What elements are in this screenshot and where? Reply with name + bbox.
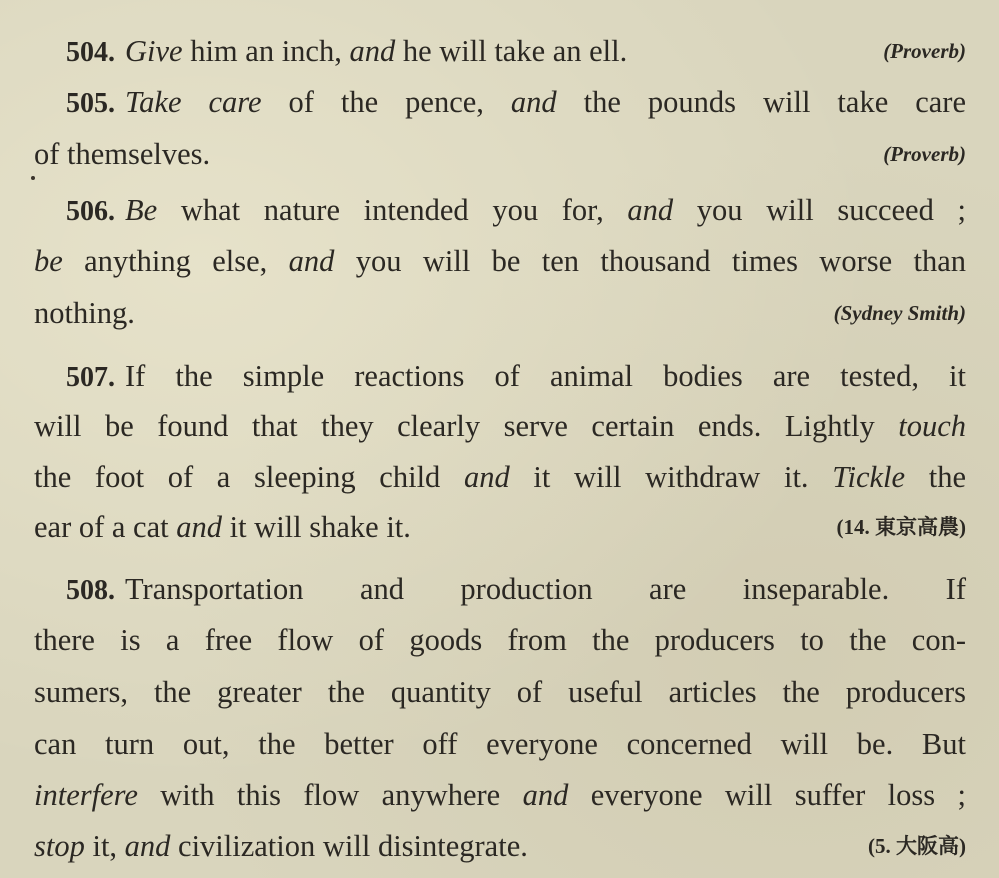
entry-line: ear of a cat and it will shake it.: [34, 510, 411, 544]
entry-line: interfere with this flow anywhere and everyone will suffer loss ;: [34, 778, 966, 812]
entry-line: 506. Be what nature intended you for, and you will succeed ;: [66, 193, 966, 227]
italic-word: and: [288, 244, 335, 278]
entry-source: (Proverb): [883, 39, 966, 63]
italic-word: and: [176, 510, 222, 544]
entry-line: 507. If the simple reactions of animal bodies are tested, it: [66, 359, 966, 393]
italic-word: interfere: [34, 778, 138, 812]
entry-line: 505. Take care of the pence, and the pounds will take care: [66, 85, 966, 119]
italic-word: touch: [898, 409, 966, 443]
italic-word: and: [627, 193, 674, 227]
entry-number: 508.: [66, 575, 115, 606]
entry-line: 508. Transportation and production are inseparable. If: [66, 572, 966, 606]
entry-line: be anything else, and you will be ten thousand times worse than: [34, 244, 967, 278]
italic-word: and: [522, 778, 569, 812]
italic-word: and: [463, 460, 510, 494]
entry-line: will be found that they clearly serve certain ends. Lightly touch: [34, 409, 966, 443]
entry-line: of themselves.: [34, 137, 211, 171]
italic-word: Be: [125, 193, 158, 227]
entry-line: there is a free flow of goods from the producers to the con-: [34, 623, 966, 657]
entry-line: stop it, and civilization will disintegrate.: [34, 829, 528, 863]
ink-dot: [31, 176, 35, 180]
italic-word: Tickle: [832, 460, 906, 494]
entry-number: 504.: [66, 37, 115, 68]
entry-line: can turn out, the better off everyone concerned will be. But: [34, 727, 966, 761]
entry-line: the foot of a sleeping child and it will withdraw it. Tickle the: [34, 460, 966, 494]
entry-number: 507.: [66, 362, 115, 393]
italic-word: Take care: [125, 85, 262, 119]
italic-word: be: [34, 244, 63, 278]
entry-source: (14. 東京高農): [836, 515, 966, 539]
entry-number: 506.: [66, 196, 115, 227]
entry-line: nothing.: [34, 296, 135, 330]
italic-word: and: [349, 34, 396, 68]
entry-number: 505.: [66, 88, 115, 119]
entry-source: (Sydney Smith): [833, 301, 966, 325]
italic-word: Give: [125, 34, 183, 68]
entry-line: 504. Give him an inch, and he will take an ell.: [66, 34, 628, 68]
entry-source: (5. 大阪高): [868, 834, 966, 858]
italic-word: stop: [34, 829, 85, 863]
entry-line: sumers, the greater the quantity of useful articles the producers: [34, 675, 966, 709]
italic-word: and: [510, 85, 557, 119]
italic-word: and: [124, 829, 171, 863]
entry-source: (Proverb): [883, 142, 966, 166]
